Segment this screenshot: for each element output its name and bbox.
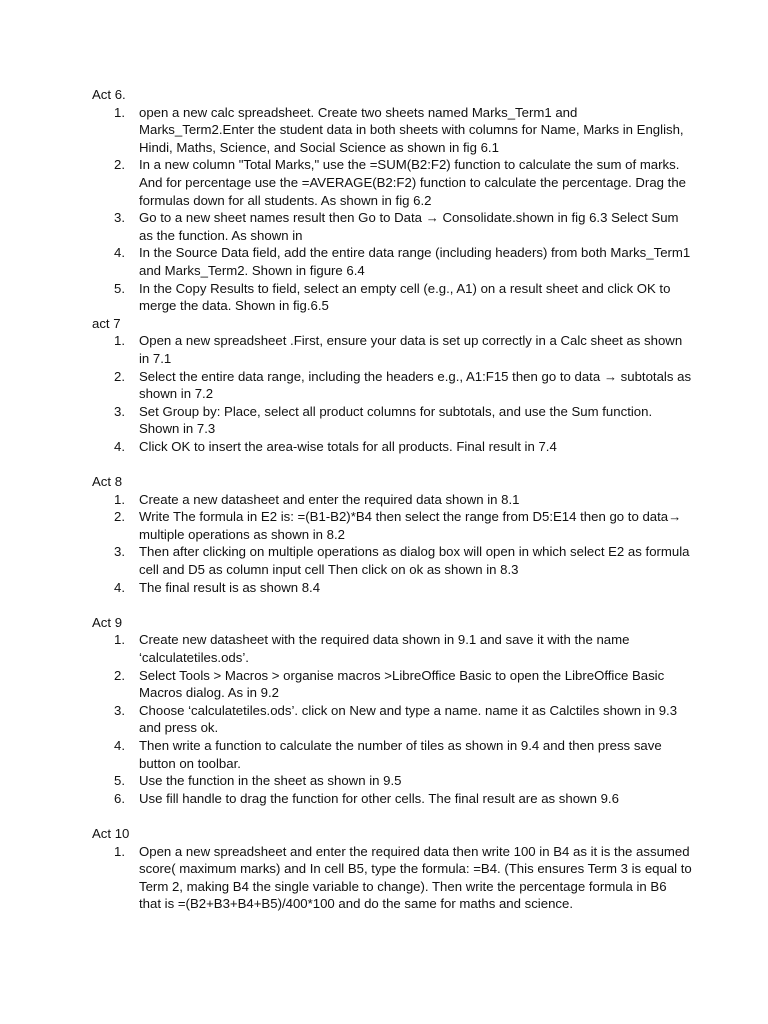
list-text: Open a new spreadsheet .First, ensure your data is set up correctly in a Calc sheet as shown in 7.1 <box>139 333 683 366</box>
section-act-6 <box>92 86 692 315</box>
list-text: Choose ‘calculatetiles.ods’. click on New and type a name. name it as Calctiles shown in 9.3 and press ok. <box>139 702 678 736</box>
list-number: 2. <box>114 157 125 173</box>
numbered-list <box>92 631 692 807</box>
list-text: Select Tools > Macros > organise macros >LibreOffice Basic to open the LibreOffice Basic Macros dialog. As in 9.2 <box>139 667 665 701</box>
list-item <box>92 579 692 597</box>
list-item <box>92 667 692 702</box>
list-item <box>92 156 692 209</box>
list-text: open a new calc spreadsheet. Create two sheets named Marks_Term1 and Marks_Term2.Enter the student data in both sheets with columns for Name, Marks in English, Hindi, Maths, Science, and Social Science as shown in fig 6.1 <box>139 104 684 155</box>
list-item <box>92 772 692 790</box>
list-number: 1. <box>114 104 125 120</box>
list-number: 1. <box>114 333 125 349</box>
list-item <box>92 843 692 913</box>
list-number: 2. <box>114 509 125 525</box>
list-text: In a new column "Total Marks," use the =SUM(B2:F2) function to calculate the sum of marks. And for percentage use the =AVERAGE(B2:F2) function to calculate the percentage. Drag the formulas down for all students. As shown in fig 6.2 <box>139 157 686 208</box>
list-number: 5. <box>114 280 125 296</box>
list-number: 4. <box>114 737 125 753</box>
list-number: 1. <box>114 843 125 859</box>
list-text: Use the function in the sheet as shown in 9.5 <box>139 773 402 789</box>
numbered-list <box>92 843 692 913</box>
list-text: Open a new spreadsheet and enter the required data then write 100 in B4 as it is the assumed score( maximum marks) and In cell B5, type the formula: =B4. (This ensures Term 3 is equal to Term 2, making B4 the single variable to change). Then write the percentage formula in B6 that is =(B2+B3+B4+B5)/400*100 and do the same for maths and science. <box>139 843 692 912</box>
section-heading: Act 6. <box>92 87 126 102</box>
section-act-7 <box>92 315 692 456</box>
list-number: 3. <box>114 210 125 226</box>
list-item <box>92 368 692 403</box>
section-act-8 <box>92 473 692 596</box>
list-text: Go to a new sheet names result then Go to Data → Consolidate.shown in fig 6.3 Select Sum as the function. As shown in <box>139 210 679 243</box>
numbered-list <box>92 104 692 315</box>
list-number: 4. <box>114 438 125 454</box>
list-item <box>92 790 692 808</box>
list-number: 2. <box>114 667 125 683</box>
list-text: In the Copy Results to field, select an empty cell (e.g., A1) on a result sheet and click OK to merge the data. Shown in fig.6.5 <box>139 280 671 314</box>
list-text: Then after clicking on multiple operations as dialog box will open in which select E2 as formula cell and D5 as column input cell Then click on ok as shown in 8.3 <box>139 544 690 578</box>
list-number: 5. <box>114 773 125 789</box>
list-item <box>92 543 692 578</box>
list-number: 4. <box>114 245 125 261</box>
list-number: 6. <box>114 790 125 806</box>
list-item <box>92 702 692 737</box>
list-item <box>92 332 692 367</box>
list-text: Create a new datasheet and enter the required data shown in 8.1 <box>139 491 520 507</box>
section-act-9 <box>92 614 692 808</box>
list-text: Write The formula in E2 is: =(B1-B2)*B4 then select the range from D5:E14 then go to data→ multiple operations as shown in 8.2 <box>139 509 682 542</box>
list-number: 1. <box>114 491 125 507</box>
list-item <box>92 104 692 157</box>
list-text: In the Source Data field, add the entire data range (including headers) from both Marks_Term1 and Marks_Term2. Shown in figure 6.4 <box>139 245 691 278</box>
list-text: Create new datasheet with the required data shown in 9.1 and save it with the name ‘calculatetiles.ods’. <box>139 632 630 665</box>
list-text: Select the entire data range, including the headers e.g., A1:F15 then go to data → subtotals as shown in 7.2 <box>139 368 692 402</box>
section-heading: Act 8 <box>92 474 123 490</box>
list-item <box>92 403 692 438</box>
numbered-list <box>92 491 692 597</box>
section-heading: act 7 <box>92 315 121 331</box>
list-number: 4. <box>114 579 125 595</box>
list-number: 3. <box>114 544 125 560</box>
list-text: Set Group by: Place, select all product columns for subtotals, and use the Sum function. Shown in 7.3 <box>139 403 653 437</box>
section-heading: Act 10 <box>92 825 130 841</box>
list-item <box>92 438 692 456</box>
list-text: Then write a function to calculate the number of tiles as shown in 9.4 and then press save button on toolbar. <box>139 737 662 771</box>
list-number: 2. <box>114 368 125 384</box>
list-item <box>92 508 692 543</box>
list-item <box>92 737 692 772</box>
section-heading: Act 9 <box>92 614 123 630</box>
numbered-list <box>92 332 692 455</box>
list-item <box>92 491 692 509</box>
list-number: 3. <box>114 702 125 718</box>
list-item <box>92 280 692 315</box>
list-text: The final result is as shown 8.4 <box>139 579 321 595</box>
document-page <box>92 86 692 913</box>
list-text: Use fill handle to drag the function for other cells. The final result are as shown 9.6 <box>139 790 619 806</box>
list-text: Click OK to insert the area-wise totals for all products. Final result in 7.4 <box>139 438 557 454</box>
section-act-10 <box>92 825 692 913</box>
list-item <box>92 631 692 666</box>
list-number: 3. <box>114 403 125 419</box>
list-item <box>92 209 692 244</box>
list-item <box>92 244 692 279</box>
list-number: 1. <box>114 632 125 648</box>
